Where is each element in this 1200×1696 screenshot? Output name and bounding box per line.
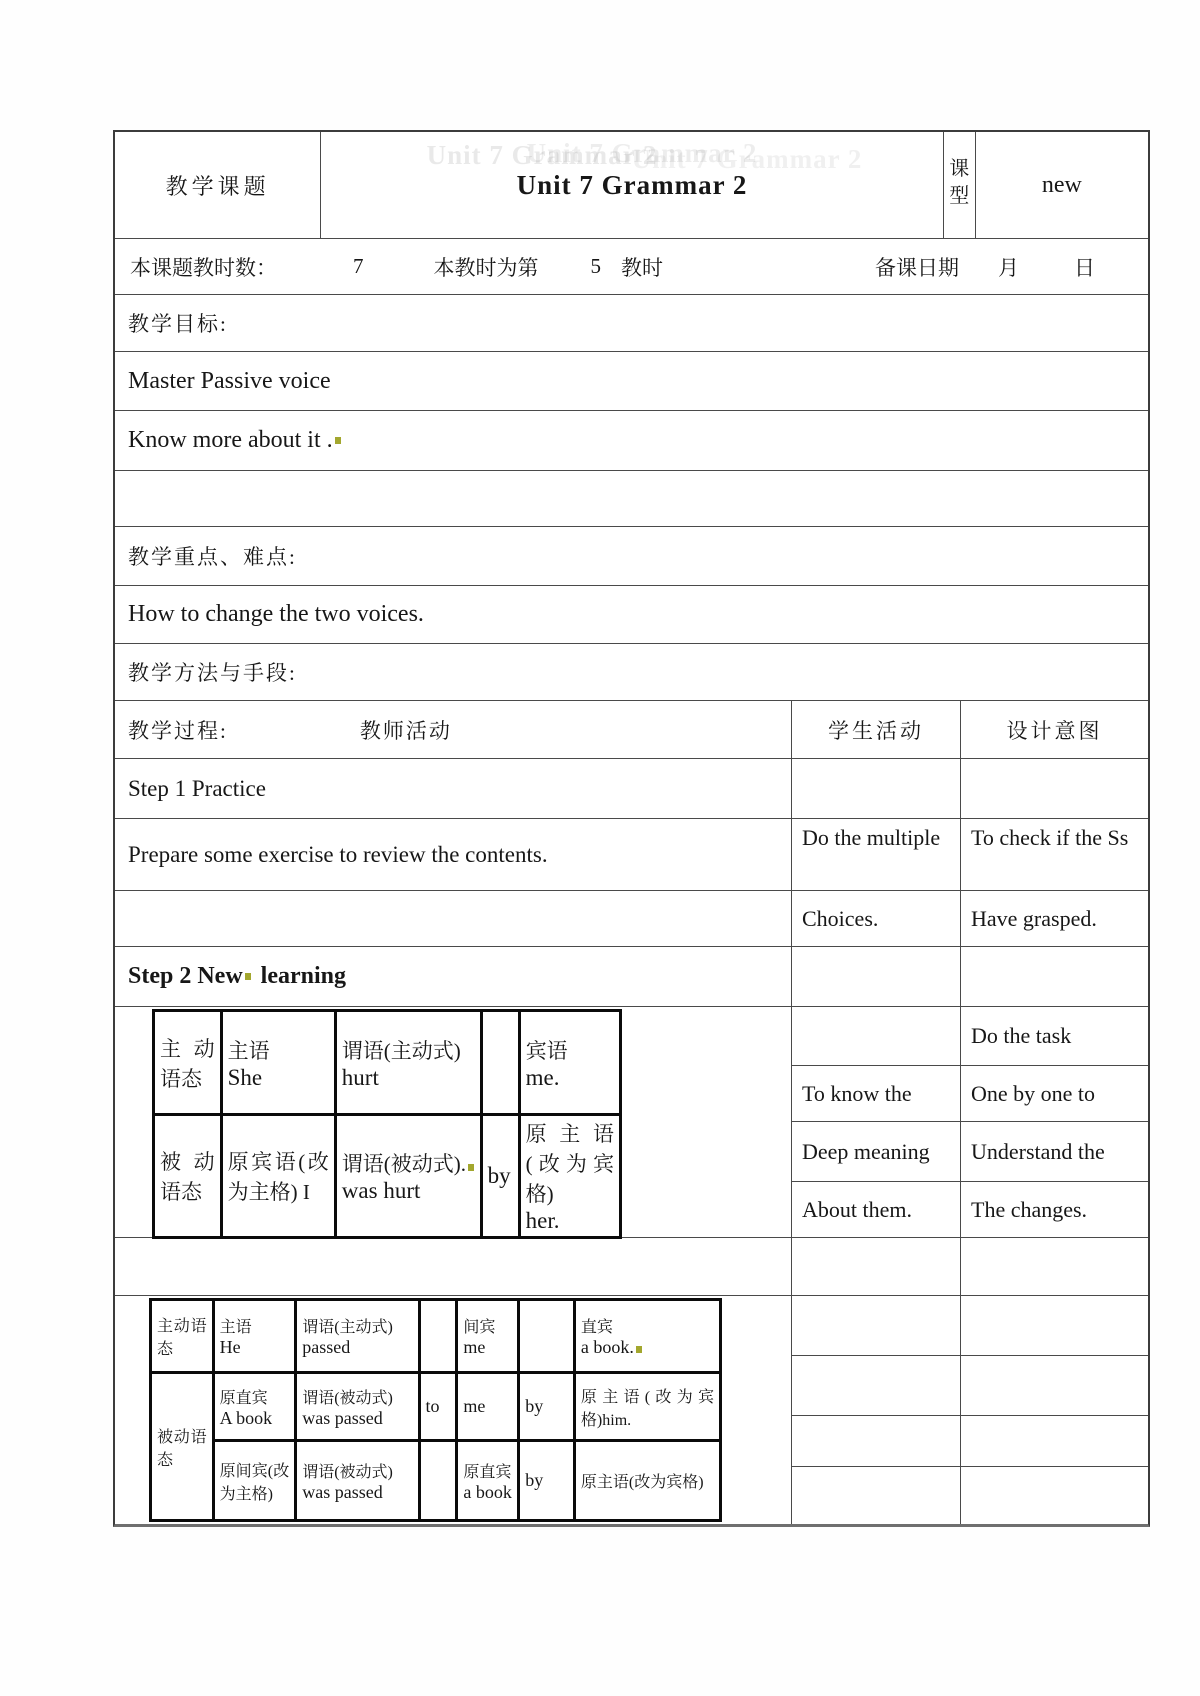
spellcheck-mark bbox=[468, 1164, 474, 1171]
step2-content-grid bbox=[115, 1007, 1148, 1524]
active-voice-row bbox=[151, 1300, 721, 1373]
empty-cell bbox=[792, 759, 961, 818]
step2-title-part2: learning bbox=[260, 963, 346, 989]
goal-line-1: Master Passive voice bbox=[115, 352, 1148, 411]
empty-cell bbox=[419, 1300, 457, 1373]
student-activity-cell: To know the bbox=[792, 1066, 961, 1122]
to-cell: to bbox=[419, 1373, 457, 1441]
process-header-row bbox=[115, 701, 1148, 759]
spellcheck-mark bbox=[245, 973, 251, 980]
step1-intent-text-2: Have grasped. bbox=[971, 905, 1097, 931]
step2-title-part1: Step 2 New bbox=[128, 963, 243, 989]
empty-cell bbox=[961, 1416, 1148, 1467]
step2-row bbox=[115, 947, 1148, 1007]
me-cell: me bbox=[457, 1373, 519, 1441]
goal-line-2 bbox=[115, 411, 1148, 471]
goals-label-row: 教学目标: bbox=[115, 295, 1148, 352]
student-activity-cell: Deep meaning bbox=[792, 1122, 961, 1182]
voice-label-cell: 被动语态 bbox=[154, 1115, 222, 1238]
voice-table-1 bbox=[152, 1009, 622, 1239]
design-intent-cell: The changes. bbox=[961, 1182, 1148, 1238]
step1-student-text: Do the multiple bbox=[792, 819, 961, 890]
step1-student-text-2: Choices. bbox=[792, 891, 961, 946]
passive-voice-row-1 bbox=[151, 1373, 721, 1441]
hours-label: 本课题教时数： bbox=[130, 255, 277, 280]
predicate-cell: 谓语(被动式) was passed bbox=[296, 1441, 419, 1521]
step1-content-row-2 bbox=[115, 891, 1148, 947]
direct-object-cell: 直宾 a book. bbox=[574, 1300, 720, 1373]
key-points-label-row: 教学重点、难点: bbox=[115, 527, 1148, 586]
hours-value: 7 bbox=[353, 254, 364, 278]
step2-title bbox=[115, 947, 792, 1006]
subject-cell: 原直宾 A book bbox=[213, 1373, 296, 1441]
student-activity-cell: About them. bbox=[792, 1182, 961, 1238]
period-unit: 教时 bbox=[621, 255, 663, 280]
predicate-cell: 谓语(主动式) passed bbox=[296, 1300, 419, 1373]
process-header-main bbox=[115, 701, 792, 758]
empty-cell bbox=[115, 1238, 792, 1296]
student-activity-cell bbox=[792, 1007, 961, 1066]
empty-cell bbox=[115, 891, 792, 946]
passive-voice-row-2 bbox=[151, 1441, 721, 1521]
design-intent-label: 设计意图 bbox=[1006, 718, 1103, 743]
spellcheck-mark bbox=[335, 437, 341, 444]
subject-cell: 原宾语(改为主格) I bbox=[221, 1115, 335, 1238]
period-value: 5 bbox=[590, 254, 601, 278]
prep-date-label: 备课日期 bbox=[875, 255, 959, 280]
empty-cell bbox=[961, 947, 1148, 1006]
topic-label: 教学课题 bbox=[115, 132, 321, 238]
agent-cell: 原主语(改为宾格) bbox=[574, 1441, 720, 1521]
voice-table-2 bbox=[149, 1298, 722, 1522]
direct-object-cell: 原直宾 a book bbox=[457, 1441, 519, 1521]
predicate-cell: 谓语(被动式) was passed bbox=[296, 1373, 419, 1441]
empty-cell bbox=[481, 1011, 519, 1115]
empty-cell bbox=[961, 1296, 1148, 1356]
spellcheck-mark bbox=[636, 1346, 642, 1353]
voice-label-cell: 主动语态 bbox=[154, 1011, 222, 1115]
lesson-title: Unit 7 Grammar 2 bbox=[321, 132, 944, 238]
step1-teacher-text: Prepare some exercise to review the contents. bbox=[115, 819, 792, 890]
design-intent-cell: Do the task bbox=[961, 1007, 1148, 1066]
teacher-activity-label: 教师活动 bbox=[359, 718, 452, 743]
voice-table-2-container bbox=[115, 1296, 792, 1524]
agent-cell: 原主语(改为宾格) her. bbox=[519, 1115, 620, 1238]
active-voice-row bbox=[154, 1011, 621, 1115]
student-activity-label: 学生活动 bbox=[792, 701, 961, 758]
period-label: 本教时为第 bbox=[433, 255, 539, 280]
subject-cell: 主语 She bbox=[221, 1011, 335, 1115]
subject-cell: 主语 He bbox=[213, 1300, 296, 1373]
empty-cell bbox=[792, 947, 961, 1006]
course-type-value: new bbox=[1041, 171, 1082, 198]
day-label: 日 bbox=[1074, 255, 1095, 280]
lesson-plan-table bbox=[113, 130, 1150, 1527]
empty-cell bbox=[792, 1296, 961, 1356]
header-row bbox=[115, 132, 1148, 239]
empty-cell bbox=[792, 1416, 961, 1467]
by-cell: by bbox=[519, 1441, 575, 1521]
empty-cell bbox=[961, 1356, 1148, 1416]
passive-voice-row bbox=[154, 1115, 621, 1238]
key-points-content: How to change the two voices. bbox=[115, 586, 1148, 644]
empty-cell bbox=[519, 1300, 575, 1373]
empty-row bbox=[115, 471, 1148, 527]
by-cell: by bbox=[481, 1115, 519, 1238]
predicate-cell: 谓语(主动式) hurt bbox=[335, 1011, 481, 1115]
empty-cell bbox=[419, 1441, 457, 1521]
voice-label-cell: 主动语态 bbox=[151, 1300, 214, 1373]
voice-table-1-container bbox=[115, 1007, 792, 1238]
design-intent-cell: Understand the bbox=[961, 1122, 1148, 1182]
predicate-cell: 谓语(被动式). was hurt bbox=[335, 1115, 481, 1238]
methods-label-row: 教学方法与手段: bbox=[115, 644, 1148, 701]
object-cell: 宾语 me. bbox=[519, 1011, 620, 1115]
course-type-label: 课型 bbox=[944, 132, 976, 238]
subject-cell: 原间宾(改为主格) bbox=[213, 1441, 296, 1521]
design-intent-cell: One by one to bbox=[961, 1066, 1148, 1122]
process-label: 教学过程: bbox=[128, 718, 228, 743]
empty-cell bbox=[792, 1356, 961, 1416]
month-label: 月 bbox=[998, 255, 1019, 280]
step1-intent-text: To check if the Ss bbox=[971, 825, 1129, 850]
empty-cell bbox=[961, 1238, 1148, 1296]
step1-title: Step 1 Practice bbox=[115, 759, 792, 818]
goal-line-2-text: Know more about it . bbox=[128, 427, 333, 453]
empty-cell bbox=[961, 759, 1148, 818]
by-cell: by bbox=[519, 1373, 575, 1441]
empty-cell bbox=[792, 1238, 961, 1296]
agent-cell: 原主语(改为宾格)him. bbox=[574, 1373, 720, 1441]
step1-content-row bbox=[115, 819, 1148, 891]
step1-row bbox=[115, 759, 1148, 819]
periods-info-row bbox=[115, 239, 1148, 295]
empty-cell bbox=[961, 1467, 1148, 1524]
voice-label-cell: 被动语态 bbox=[151, 1373, 214, 1521]
indirect-object-cell: 间宾 me bbox=[457, 1300, 519, 1373]
empty-cell bbox=[792, 1467, 961, 1524]
